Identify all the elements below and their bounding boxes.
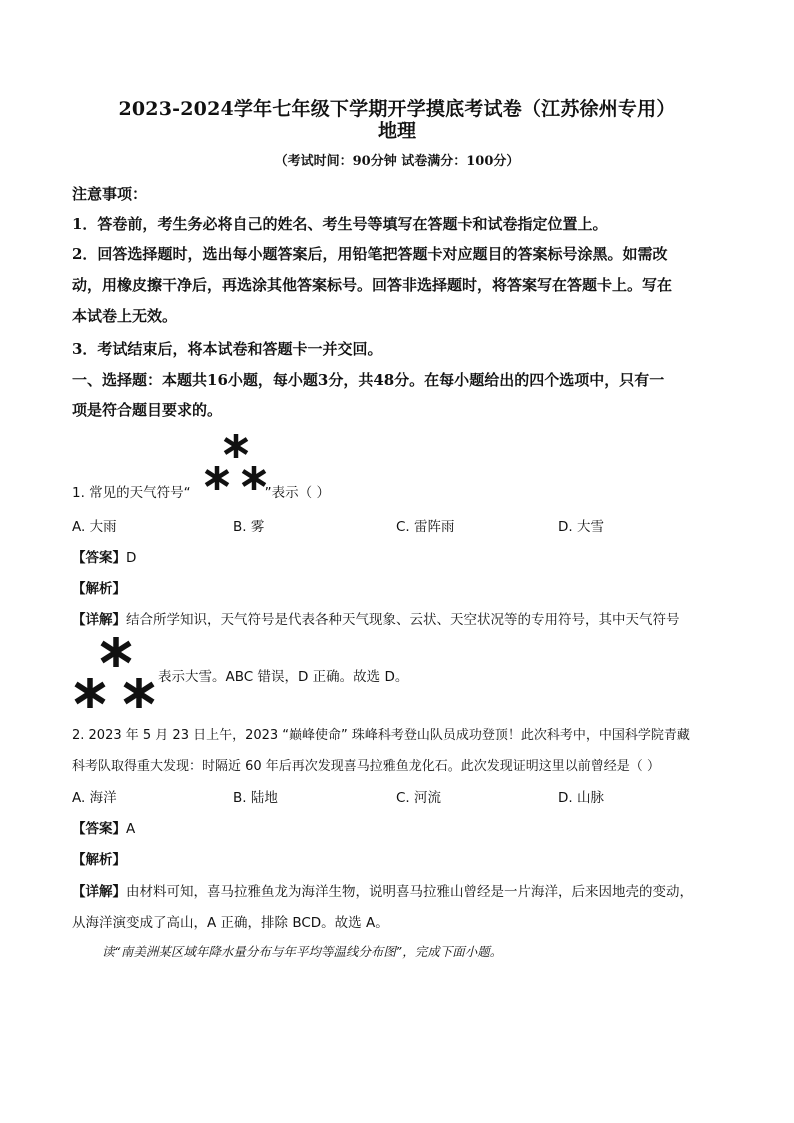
q2-option-c: C. 河流: [396, 790, 442, 806]
q1-analysis-label: 【解析】: [72, 581, 126, 597]
question-1-stem: [72, 481, 722, 501]
answer-value: D: [126, 550, 137, 566]
q2-option-a: A. 海洋: [72, 790, 117, 806]
section-heading-line1: 一、选择题：本题共16小题，每小题3分，共48分。在每小题给出的四个选项中，只有一: [72, 371, 665, 389]
exam-title: 2023-2024学年七年级下学期开学摸底考试卷（江苏徐州专用）: [118, 98, 676, 120]
q1-option-d: D. 大雪: [558, 519, 604, 535]
q2-detail-2: 从海洋演变成了高山，A 正确，排除 BCD。故选 A。: [72, 915, 389, 931]
detail-label: 【详解】: [72, 612, 126, 628]
question-1-suffix: ”表示（ ）: [264, 485, 330, 501]
section-heading-line2: 项是符合题目要求的。: [72, 401, 223, 419]
question-2-stem-line1: 2. 2023 年 5 月 23 日上午，2023 “巅峰使命” 珠峰科考登山队员成功登顶！此次科考中，中国科学院青藏: [72, 728, 690, 743]
notes-heading: 注意事项：: [72, 185, 148, 203]
detail-text-1: 结合所学知识，天气符号是代表各种天气现象、云状、天空状况等的专用符号，其中天气符号: [126, 612, 680, 628]
q2-analysis-label: 【解析】: [72, 852, 126, 868]
q2-detail: 【详解】由材料可知，喜马拉雅鱼龙为海洋生物，说明喜马拉雅山曾经是一片海洋，后来因地壳的变动，: [72, 884, 693, 900]
note-item-2: 2．回答选择题时，选出每小题答案后，用铅笔把答题卡对应题目的答案标号涂黑。如需改: [72, 245, 668, 263]
heavy-snow-symbol-icon-2: [72, 634, 158, 712]
question-1-prefix: 1. 常见的天气符号“: [72, 485, 191, 501]
note-item-2-end: 本试卷上无效。: [72, 307, 178, 325]
question-2-stem-line2: 科考队取得重大发现：时隔近 60 年后再次发现喜马拉雅鱼龙化石。此次发现证明这里以前曾经是（ ）: [72, 759, 660, 774]
detail-text-2: 表示大雪。ABC 错误，D 正确。故选 D。: [158, 669, 409, 685]
note-item-1: 1．答卷前，考生务必将自己的姓名、考生号等填写在答题卡和试卷指定位置上。: [72, 215, 608, 233]
note-item-3: 3．考试结束后，将本试卷和答题卡一并交回。: [72, 340, 383, 358]
answer-label: 【答案】: [72, 550, 126, 566]
q1-option-a: A. 大雨: [72, 519, 117, 535]
q1-detail: [72, 608, 722, 628]
q1-option-b: B. 雾: [233, 519, 265, 535]
q2-answer: 【答案】A: [72, 821, 136, 837]
q2-option-d: D. 山脉: [558, 790, 604, 806]
note-item-2-cont: 动，用橡皮擦干净后，再选涂其他答案标号。回答非选择题时，将答案写在答题卡上。写在: [72, 276, 673, 294]
q1-answer: [72, 546, 722, 566]
q2-option-b: B. 陆地: [233, 790, 278, 806]
reading-note: 读“南美洲某区域年降水量分布与年平均等温线分布图”，完成下面小题。: [102, 944, 503, 959]
q1-option-c: C. 雷阵雨: [396, 519, 455, 535]
exam-subject: 地理: [377, 120, 416, 142]
exam-info: （考试时间：90分钟 试卷满分：100分）: [274, 154, 520, 169]
